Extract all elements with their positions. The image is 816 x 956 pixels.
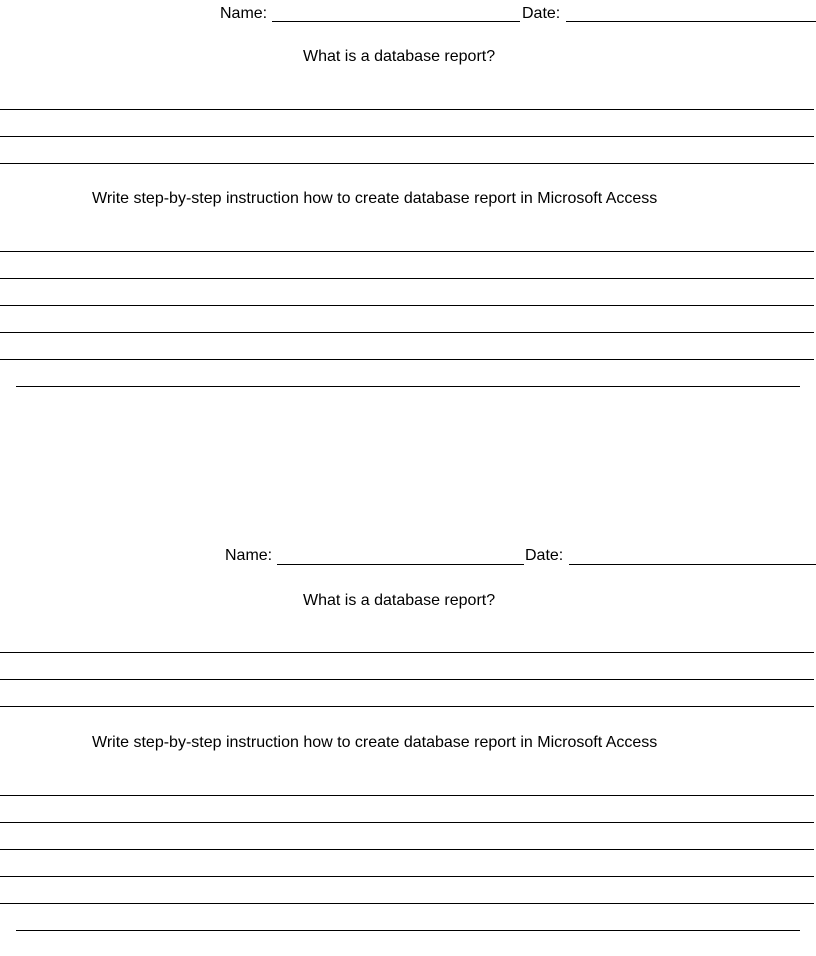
answer-line[interactable] <box>0 332 814 333</box>
answer-line[interactable] <box>0 305 814 306</box>
date-field[interactable] <box>569 564 816 565</box>
answer-line[interactable] <box>0 795 814 796</box>
name-label: Name: <box>225 547 273 564</box>
answer-line[interactable] <box>0 359 814 360</box>
instruction-text: Write step-by-step instruction how to create database report in Microsoft Access <box>92 190 658 207</box>
date-label: Date: <box>522 5 561 22</box>
answer-line[interactable] <box>0 903 814 904</box>
name-field[interactable] <box>272 21 520 22</box>
answer-line[interactable] <box>0 706 814 707</box>
answer-line[interactable] <box>0 109 814 110</box>
date-field[interactable] <box>566 21 816 22</box>
answer-line[interactable] <box>0 876 814 877</box>
name-field[interactable] <box>277 564 524 565</box>
worksheet-section-1 <box>0 0 816 400</box>
worksheet-section-2 <box>0 543 816 943</box>
answer-line[interactable] <box>0 822 814 823</box>
answer-line[interactable] <box>0 849 814 850</box>
answer-line[interactable] <box>0 136 814 137</box>
answer-line[interactable] <box>0 251 814 252</box>
answer-line[interactable] <box>16 386 800 387</box>
question-text: What is a database report? <box>303 592 496 609</box>
date-label: Date: <box>525 547 564 564</box>
question-text: What is a database report? <box>303 48 496 65</box>
answer-line[interactable] <box>0 679 814 680</box>
instruction-text: Write step-by-step instruction how to create database report in Microsoft Access <box>92 734 658 751</box>
answer-line[interactable] <box>0 278 814 279</box>
answer-line[interactable] <box>0 652 814 653</box>
answer-line[interactable] <box>16 930 800 931</box>
answer-line[interactable] <box>0 163 814 164</box>
name-label: Name: <box>220 5 268 22</box>
